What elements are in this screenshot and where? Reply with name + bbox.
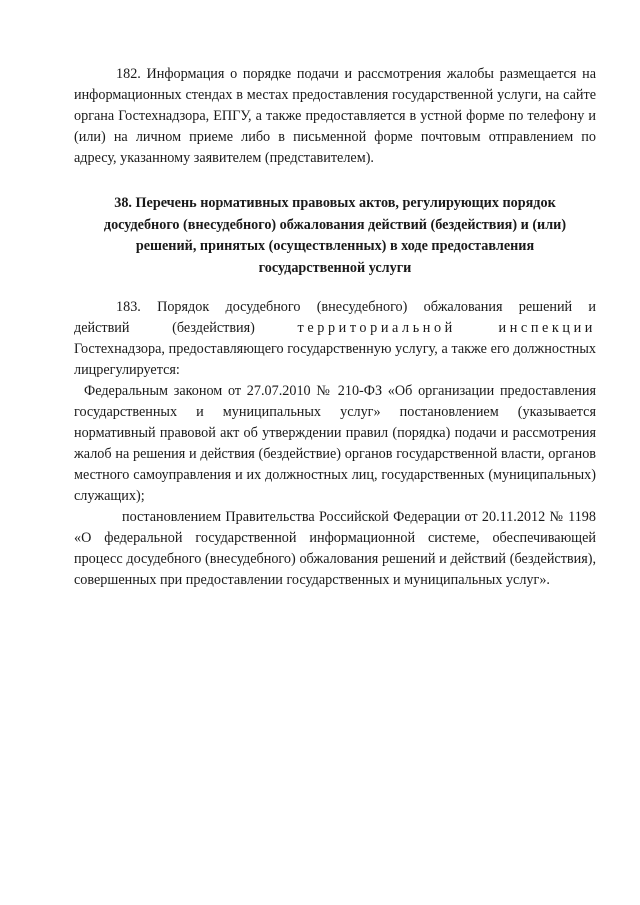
paragraph-182: 182. Информация о порядке подачи и рассмотрения жалобы размещается на информационных стендах в местах предоставления государственной услуги, на сайте органа Гостехнадзора, ЕПГУ, а также предоставляется в устной форме по телефону и (или) на личном приеме либо в письменной форме почтовым отправлением по адресу, указанному заявителем (представителем).: [74, 66, 596, 166]
heading-line-2: досудебного (внесудебного) обжалования действий (бездействия) и (или): [103, 216, 567, 233]
heading-line-4: государственной услуги: [258, 259, 412, 276]
paragraph-183-rest: Гостехнадзора, предоставляющего государственную услугу, а также его должностных лицрегулируется:: [74, 341, 596, 378]
section-heading-38: [74, 193, 596, 279]
word-territorial: территориальной: [297, 320, 456, 336]
paragraph-183: [74, 297, 596, 381]
word-inaction: (бездействия): [172, 320, 255, 336]
heading-line-3: решений, принятых (осуществленных) в ходе предоставления: [135, 238, 535, 254]
paragraph-183-line-2: [74, 318, 596, 339]
heading-line-1: 38. Перечень нормативных правовых актов, регулирующих порядок: [114, 195, 556, 211]
word-actions: действий: [74, 320, 130, 336]
word-inspection: инспекции: [498, 320, 596, 336]
paragraph-183-line-1: 183. Порядок досудебного (внесудебного) обжалования решений и: [116, 299, 596, 315]
paragraph-federal-law-210: Федеральным законом от 27.07.2010 № 210-ФЗ «Об организации предоставления государственных и муниципальных услуг» постановлением (указывается нормативный правовой акт об утверждении правил (порядка) подачи и рассмотрения жалоб на решения и действия (бездействие) органов государственной власти, органов местного самоуправления и их должностных лиц, государственных (муниципальных) служащих);: [74, 383, 596, 504]
paragraph-resolution-1198: постановлением Правительства Российской Федерации от 20.11.2012 № 1198 «О федеральной государственной информационной системе, обеспечивающей процесс досудебного (внесудебного) обжалования решений и действий (бездействия), совершенных при предоставлении государственных и муниципальных услуг».: [74, 509, 596, 588]
document-page: [74, 64, 596, 591]
